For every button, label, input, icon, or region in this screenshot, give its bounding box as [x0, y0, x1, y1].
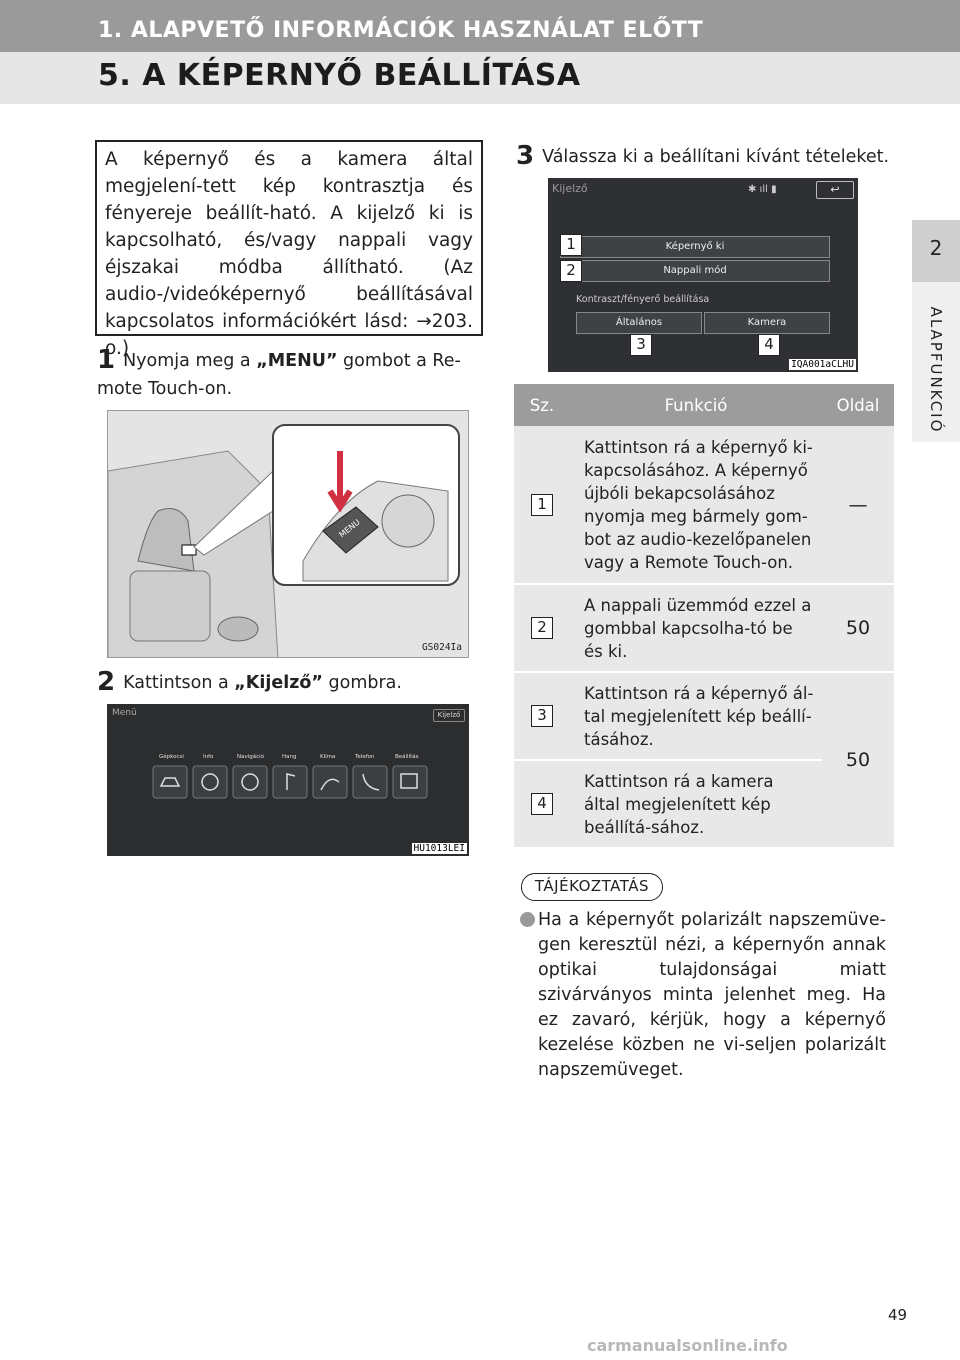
table-row [514, 584, 894, 672]
step-text: Kattintson a [123, 673, 235, 693]
info-paragraph [520, 908, 886, 1083]
row-number-cell [514, 672, 570, 760]
row-number: 3 [531, 705, 553, 727]
function-cell: Kattintson rá a kamera által megjelenített kép beállítá-sához. [570, 760, 822, 848]
page-number: 49 [888, 1306, 908, 1324]
callout-3: 3 [630, 334, 652, 356]
figure-code: IQA001aCLHU [791, 359, 854, 370]
column-header: Sz. [514, 384, 570, 426]
function-table [514, 384, 894, 849]
day-mode-button: Nappali mód [560, 260, 830, 282]
display-screen-title: Kijelző [552, 182, 588, 195]
figure-code: HU1013LEI [413, 843, 465, 854]
menu-icons [107, 704, 469, 856]
callout-2: 2 [560, 260, 582, 282]
menu-item-label: Klíma [320, 754, 336, 760]
function-cell: Kattintson rá a képernyő ál-tal megjelenített kép beállí-tásához. [570, 672, 822, 760]
step-1 [97, 346, 477, 403]
info-label: TÁJÉKOZTATÁS [521, 873, 663, 901]
intro-box: A képernyő és a kamera által megjelení-tett kép kontrasztja és fényereje beállít-ható. A kijelző ki is kapcsolható, és/vagy nappali vagy éjszakai módba állítható. (Az audio-/videóképernyő beállításával kapcsolatos információkért lásd: →203. o.) [95, 140, 483, 336]
chapter-number: 2 [929, 236, 943, 260]
step-text: gombra. [322, 673, 402, 693]
chapter-tab [912, 220, 960, 282]
page-cell: 50 [822, 672, 894, 848]
menu-key-label: MENU [337, 517, 362, 540]
row-number-cell [514, 584, 570, 672]
camera-button: Kamera [704, 312, 830, 334]
contrast-section-label: Kontraszt/fényerő beállítása [576, 294, 710, 305]
row-number: 1 [531, 494, 553, 516]
table-row [514, 672, 894, 760]
bullet-icon [520, 912, 535, 927]
callout-4: 4 [758, 334, 780, 356]
page-cell: — [822, 426, 894, 584]
chapter-label: ALAPFUNKCIÓ [927, 306, 945, 434]
menu-screen-illustration [107, 704, 469, 856]
section-title: 1. ALAPVETŐ INFORMÁCIÓK HASZNÁLAT ELŐTT [98, 18, 704, 43]
info-text: Ha a képernyőt polarizált napszemüve-gen keresztül nézi, a képernyőn annak optikai tulajdonságai miatt szivárványos minta jelenhet meg. Ha ez zavaró, kérjük, hogy a képernyő kezelése közben ne vi-seljen polarizált napszemüveget. [538, 910, 886, 1080]
step-text: Nyomja meg a [123, 351, 257, 371]
function-cell: Kattintson rá a képernyő ki-kapcsolásához. A képernyő újbóli bekapcsolásához nyomja meg bármely gom-bot az audio-kezelőpanelen vagy a Remote Touch-on. [570, 426, 822, 584]
display-button: Kijelző [433, 709, 465, 722]
row-number-cell [514, 426, 570, 584]
general-button: Általános [576, 312, 702, 334]
page-header [0, 0, 960, 104]
step-number: 1 [97, 345, 116, 375]
step-keyword: „MENU” [256, 351, 338, 371]
menu-item-label: Navigáció [237, 754, 265, 760]
row-number: 4 [531, 793, 553, 815]
page-cell: 50 [822, 584, 894, 672]
menu-screen-title: Menü [112, 708, 137, 718]
page-title: 5. A KÉPERNYŐ BEÁLLÍTÁSA [98, 58, 581, 93]
step-number: 2 [97, 667, 116, 697]
menu-item-label: Beállítás [395, 754, 419, 760]
status-icons: ✱ ıll ▮ [748, 184, 777, 195]
menu-item-label: Hang [282, 754, 297, 760]
step-text: gombot a Re-mote Touch-on. [97, 351, 461, 399]
figure-code: GS024Ia [421, 642, 462, 653]
display-settings-illustration [548, 178, 858, 372]
watermark: carmanualsonline.info [587, 1336, 788, 1355]
step-keyword: „Kijelző” [234, 673, 323, 693]
step-3 [516, 142, 896, 171]
function-cell: A nappali üzemmód ezzel a gombbal kapcsolha-tó be és ki. [570, 584, 822, 672]
back-icon: ↩ [816, 181, 854, 199]
callout-1: 1 [560, 234, 582, 256]
menu-item-label: Info [203, 754, 214, 760]
step-2 [97, 668, 477, 697]
screen-off-button: Képernyő ki [560, 236, 830, 258]
table-row [514, 426, 894, 584]
car-console-drawing [108, 411, 469, 658]
menu-item-label: Gépkocsi [159, 754, 184, 760]
step-text: Válassza ki a beállítani kívánt tételeket. [542, 147, 890, 167]
menu-item-label: Telefon [355, 754, 375, 760]
column-header: Oldal [822, 384, 894, 426]
step-number: 3 [516, 141, 535, 171]
column-header: Funkció [570, 384, 822, 426]
row-number: 2 [531, 617, 553, 639]
remote-touch-illustration [107, 410, 469, 658]
row-number-cell [514, 760, 570, 848]
table-header-row [514, 384, 894, 426]
